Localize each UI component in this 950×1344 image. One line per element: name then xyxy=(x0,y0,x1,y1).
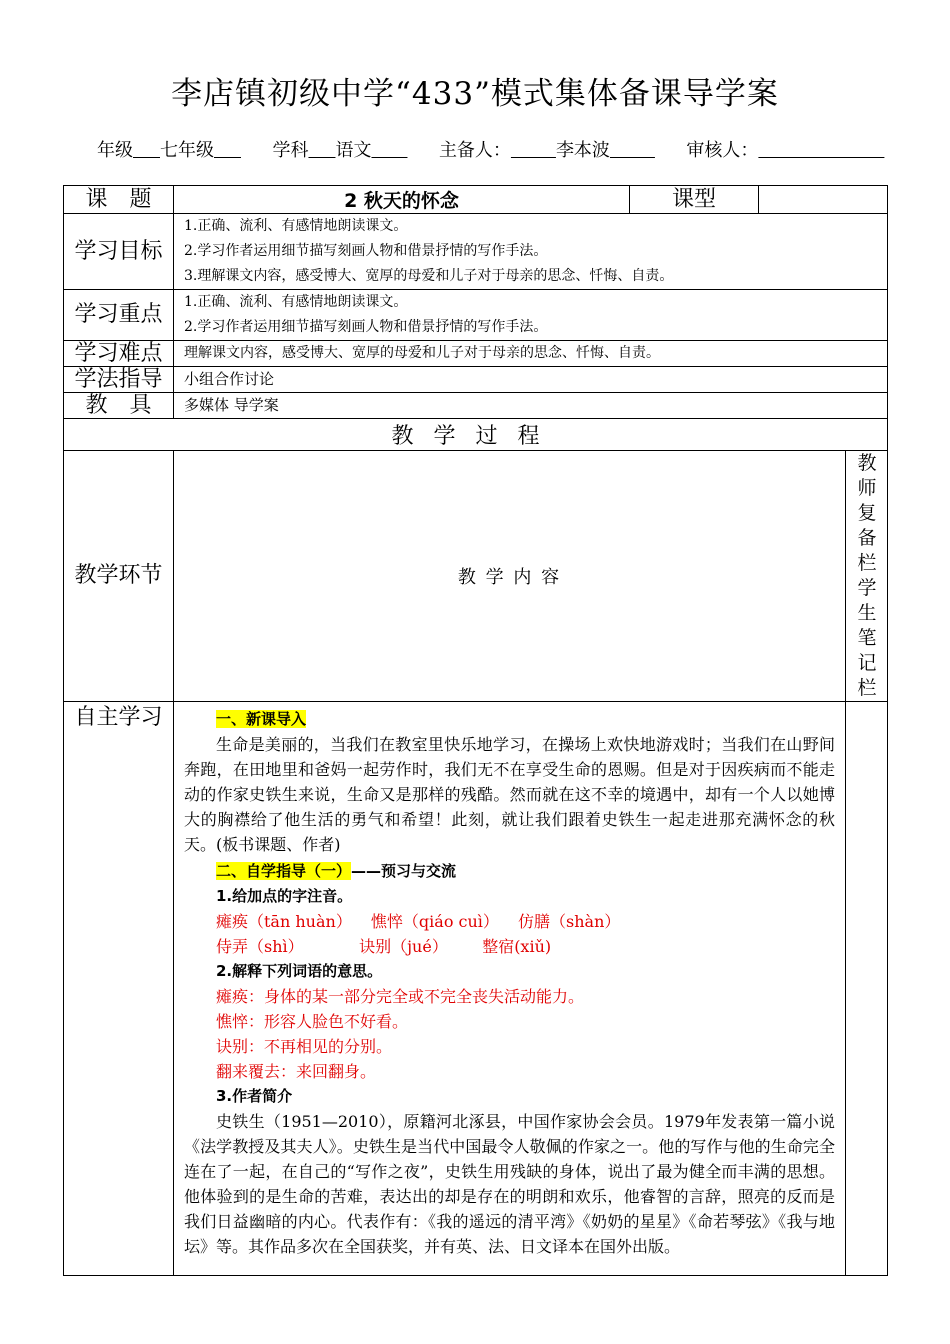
goals-cell xyxy=(174,214,888,290)
reviewer-label: 审核人： xyxy=(686,140,759,161)
definition-item: 瘫痪：身体的某一部分完全或不完全丧失活动能力。 xyxy=(216,987,585,1006)
question-1-title: 1.给加点的字注音。 xyxy=(216,887,353,905)
author-bio: 史铁生（1951—2010），原籍河北涿县，中国作家协会会员。1979年发表第一篇小说《法学教授及其夫人》。史铁生是当代中国最令人敬佩的作家之一。他的写作与他的生命完全连在了一起，在自己的“写作之夜”，史铁生用残缺的身体，说出了最为健全而丰满的思想。他体验到的是生命的苦难，表达出的却是存在的明朗和欢乐，他睿智的言辞，照亮的反而是我们日益幽暗的内心。代表作有：《我的遥远的清平湾》《奶奶的星星》《命若琴弦》《我与地坛》等。其作品多次在全国获奖，并有英、法、日文译本在国外出版。 xyxy=(184,1112,835,1256)
key-item: 1.正确、流利、有感情地朗读课文。 xyxy=(184,294,408,310)
lesson-table xyxy=(63,185,888,1276)
grade-value: 七年级 xyxy=(160,140,214,161)
topic-label: 课 题 xyxy=(64,186,174,214)
pinyin-item: 瘫痪（tān huàn） xyxy=(216,912,352,931)
pinyin-item: 诀别（jué） xyxy=(359,937,448,956)
type-value xyxy=(759,186,888,214)
tools-value: 多媒体 导学案 xyxy=(174,393,888,419)
definition-item: 诀别：不再相见的分别。 xyxy=(216,1037,393,1056)
definition-item: 憔悴：形容人脸色不好看。 xyxy=(216,1012,409,1031)
grade-label: 年级 xyxy=(97,140,133,161)
pinyin-item: 憔悴（qiáo cuì） xyxy=(370,912,499,931)
reviewer-value xyxy=(758,140,884,161)
goal-item: 2.学习作者运用细节描写刻画人物和借景抒情的写作手法。 xyxy=(184,243,548,259)
type-label: 课型 xyxy=(630,186,759,214)
notes-column xyxy=(846,702,888,1276)
key-cell xyxy=(174,290,888,341)
key-label: 学习重点 xyxy=(64,290,174,341)
pinyin-row xyxy=(184,934,835,959)
notes-label-cell xyxy=(846,451,888,702)
difficult-value: 理解课文内容，感受博大、宽厚的母爱和儿子对于母亲的思念、忏悔、自责。 xyxy=(174,341,888,367)
goal-item: 1.正确、流利、有感情地朗读课文。 xyxy=(184,218,408,234)
pinyin-item: 整宿(xiǔ) xyxy=(482,937,552,956)
step-label: 教学环节 xyxy=(64,451,174,702)
process-header: 教学过程 xyxy=(64,419,888,451)
question-3-title: 3.作者简介 xyxy=(216,1087,293,1105)
teaching-content xyxy=(174,702,846,1276)
document-title: 李店镇初级中学“433”模式集体备课导学案 xyxy=(171,76,779,112)
self-study-label: 自主学习 xyxy=(64,702,174,1276)
method-value: 小组合作讨论 xyxy=(174,367,888,393)
goal-item: 3.理解课文内容，感受博大、宽厚的母爱和儿子对于母亲的思念、忏悔、自责。 xyxy=(184,268,674,284)
topic-value: 2 秋天的怀念 xyxy=(174,186,630,214)
intro-paragraph: 生命是美丽的，当我们在教室里快乐地学习，在操场上欢快地游戏时；当我们在山野间奔跑，在田地里和爸妈一起劳作时，我们无不在享受生命的恩赐。但是对于因疾病而不能走动的作家史铁生来说，生命又是那样的残酷。然而就在这不幸的境遇中，却有一个人以她博大的胸襟给了他生活的勇气和希望！此刻，就让我们跟着史铁生一起走进那充满怀念的秋天。(板书课题、作者) xyxy=(184,735,835,854)
goals-label: 学习目标 xyxy=(64,214,174,290)
subject-label: 学科 xyxy=(272,140,309,161)
subject-value: 语文 xyxy=(335,140,372,161)
tools-label: 教 具 xyxy=(64,393,174,419)
definition-item: 翻来覆去：来回翻身。 xyxy=(216,1062,377,1081)
section-new-lesson-title: 一、新课导入 xyxy=(216,710,307,728)
method-label: 学法指导 xyxy=(64,367,174,393)
notes-label: 教师复备栏学生笔记栏 xyxy=(857,452,877,699)
pinyin-row xyxy=(184,909,835,934)
section-self-study-title: 二、自学指导（一） xyxy=(216,862,352,880)
content-label: 教 学 内 容 xyxy=(174,451,846,702)
author-value: 李本波 xyxy=(555,140,610,161)
pinyin-item: 侍弄（shì） xyxy=(216,937,304,956)
key-item: 2.学习作者运用细节描写刻画人物和借景抒情的写作手法。 xyxy=(184,319,548,335)
author-label: 主备人： xyxy=(438,140,511,161)
pinyin-item: 仿膳（shàn） xyxy=(518,912,621,931)
meta-line xyxy=(97,136,884,162)
question-2-title: 2.解释下列词语的意思。 xyxy=(216,962,383,980)
section-self-study-suffix: ——预习与交流 xyxy=(351,862,457,880)
difficult-label: 学习难点 xyxy=(64,341,174,367)
